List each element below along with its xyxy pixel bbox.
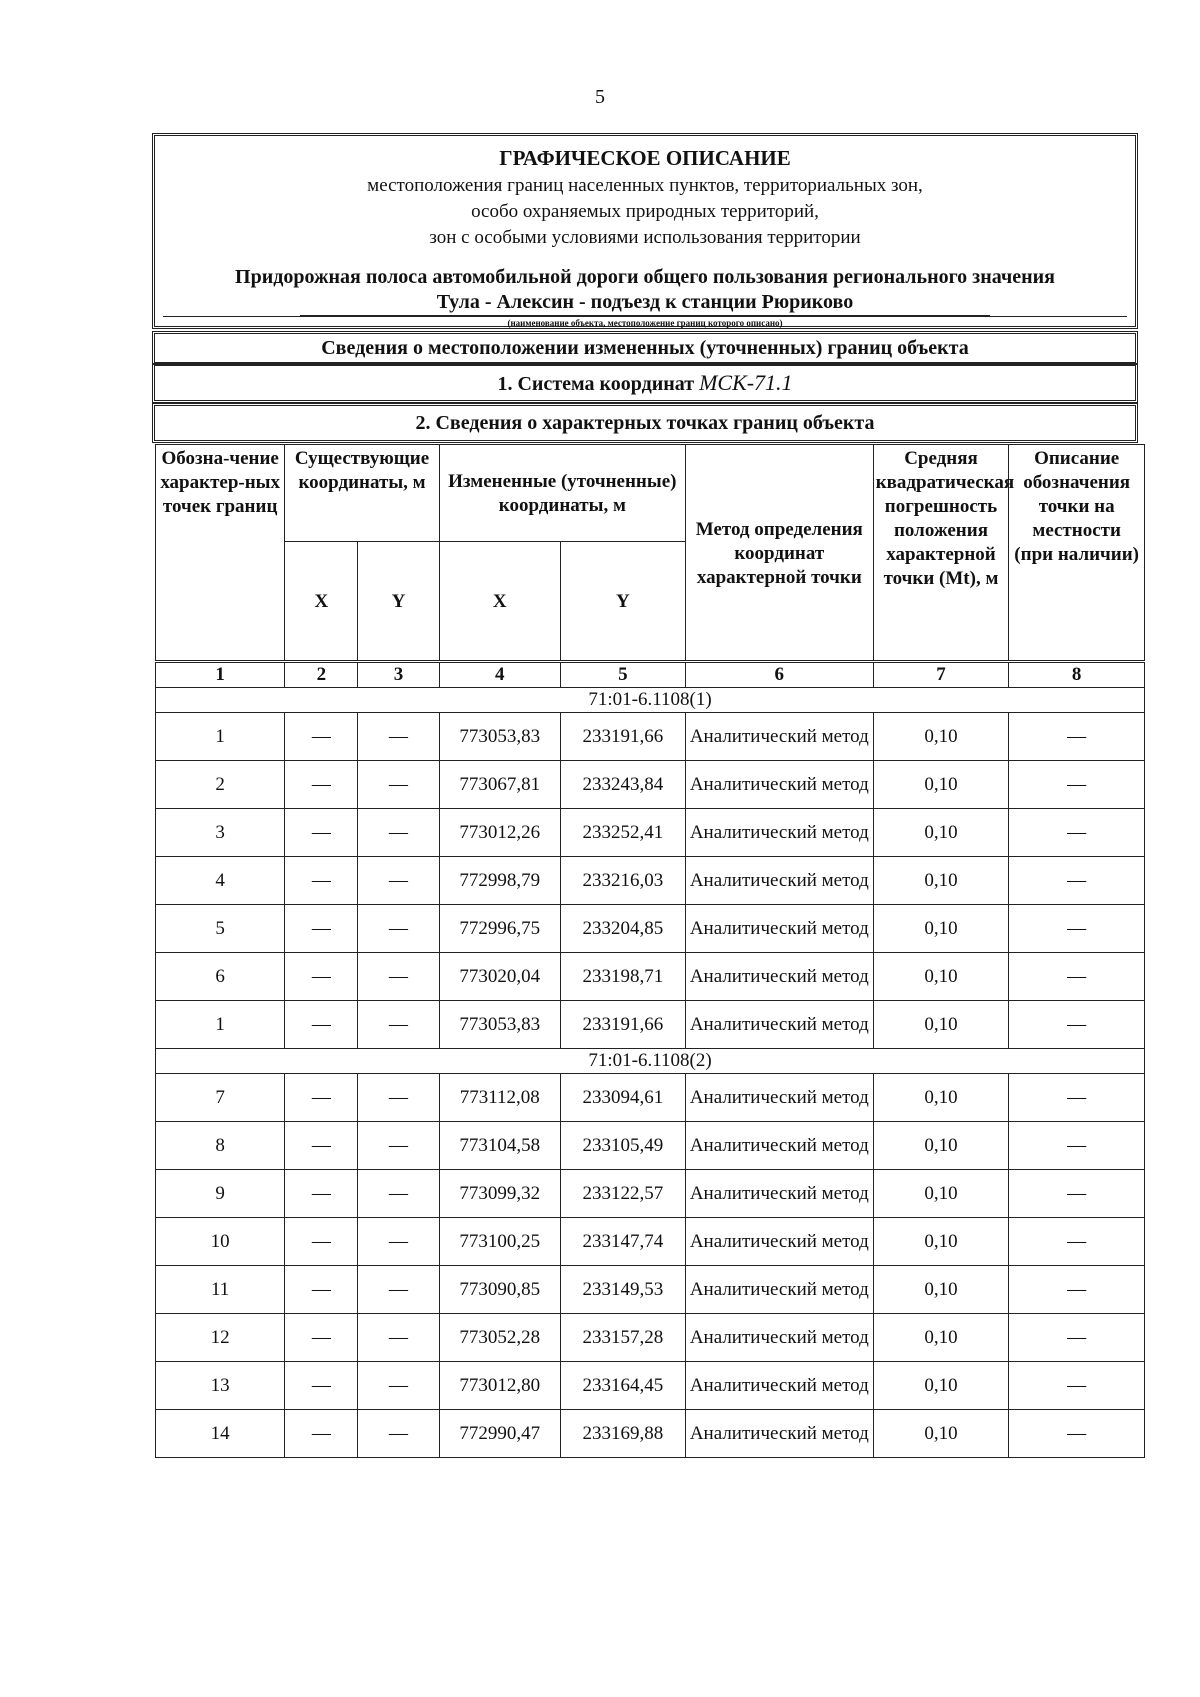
point-description-cell: — [1009,761,1145,809]
mean-error-cell: 0,10 [873,713,1009,761]
object-name-line: Тула - Алексин - подъезд к станции Рюриково [300,290,990,316]
updated-y-cell: 233204,85 [560,905,685,953]
header-description: Описание обозначения точки на местности (при наличии) [1009,445,1145,662]
existing-y-cell: — [358,761,439,809]
updated-x-cell: 773012,80 [439,1362,560,1410]
column-number: 6 [685,662,873,688]
column-number: 8 [1009,662,1145,688]
parcel-group-name: 71:01-6.1108(1) [156,688,1145,713]
existing-x-cell: — [285,1410,358,1458]
existing-x-cell: — [285,1170,358,1218]
method-cell: Аналитический метод [685,905,873,953]
table-row [156,1170,1145,1218]
updated-x-cell: 772998,79 [439,857,560,905]
header-updated-y: Y [560,542,685,662]
coordinate-system [152,363,1138,403]
mean-error-cell: 0,10 [873,1362,1009,1410]
table-row [156,1001,1145,1049]
point-number-cell: 11 [156,1266,285,1314]
existing-x-cell: — [285,1122,358,1170]
parcel-group-row [156,688,1145,713]
updated-x-cell: 773067,81 [439,761,560,809]
existing-x-cell: — [285,905,358,953]
existing-y-cell: — [358,953,439,1001]
updated-x-cell: 773052,28 [439,1314,560,1362]
existing-y-cell: — [358,1074,439,1122]
existing-x-cell: — [285,953,358,1001]
point-number-cell: 12 [156,1314,285,1362]
method-cell: Аналитический метод [685,1362,873,1410]
table-row [156,905,1145,953]
point-description-cell: — [1009,809,1145,857]
mean-error-cell: 0,10 [873,809,1009,857]
mean-error-cell: 0,10 [873,761,1009,809]
mean-error-cell: 0,10 [873,1122,1009,1170]
mean-error-cell: 0,10 [873,953,1009,1001]
updated-y-cell: 233216,03 [560,857,685,905]
updated-y-cell: 233094,61 [560,1074,685,1122]
method-cell: Аналитический метод [685,1218,873,1266]
point-description-cell: — [1009,713,1145,761]
existing-y-cell: — [358,713,439,761]
updated-x-cell: 772996,75 [439,905,560,953]
updated-y-cell: 233157,28 [560,1314,685,1362]
point-number-cell: 4 [156,857,285,905]
existing-x-cell: — [285,809,358,857]
page-number: 5 [595,86,605,108]
mean-error-cell: 0,10 [873,1314,1009,1362]
coordinate-system-label: 1. Система координат [497,373,695,395]
point-number-cell: 1 [156,713,285,761]
existing-x-cell: — [285,857,358,905]
points-table [155,444,1145,1458]
existing-y-cell: — [358,1122,439,1170]
existing-y-cell: — [358,1314,439,1362]
point-description-cell: — [1009,953,1145,1001]
existing-x-cell: — [285,1266,358,1314]
updated-x-cell: 773104,58 [439,1122,560,1170]
point-description-cell: — [1009,1170,1145,1218]
points-table-body [156,688,1145,1458]
point-number-cell: 3 [156,809,285,857]
existing-y-cell: — [358,905,439,953]
header-existing-coordinates: Существующие координаты, м [285,445,439,542]
method-cell: Аналитический метод [685,953,873,1001]
method-cell: Аналитический метод [685,857,873,905]
object-name-line: Придорожная полоса автомобильной дороги общего пользования регионального значения [235,266,1055,288]
updated-x-cell: 772990,47 [439,1410,560,1458]
table-row [156,1410,1145,1458]
mean-error-cell: 0,10 [873,1074,1009,1122]
method-cell: Аналитический метод [685,1122,873,1170]
existing-y-cell: — [358,1266,439,1314]
method-cell: Аналитический метод [685,1074,873,1122]
updated-y-cell: 233191,66 [560,713,685,761]
method-cell: Аналитический метод [685,1410,873,1458]
updated-x-cell: 773053,83 [439,1001,560,1049]
method-cell: Аналитический метод [685,1266,873,1314]
table-row [156,857,1145,905]
document-header [152,133,1138,329]
existing-x-cell: — [285,1362,358,1410]
point-number-cell: 8 [156,1122,285,1170]
method-cell: Аналитический метод [685,761,873,809]
mean-error-cell: 0,10 [873,1266,1009,1314]
point-number-cell: 1 [156,1001,285,1049]
updated-y-cell: 233105,49 [560,1122,685,1170]
updated-x-cell: 773090,85 [439,1266,560,1314]
table-row [156,1362,1145,1410]
point-description-cell: — [1009,1314,1145,1362]
updated-y-cell: 233122,57 [560,1170,685,1218]
point-description-cell: — [1009,1362,1145,1410]
updated-y-cell: 233191,66 [560,1001,685,1049]
point-description-cell: — [1009,905,1145,953]
existing-x-cell: — [285,713,358,761]
description-line: местоположения границ населенных пунктов, территориальных зон, [367,175,923,196]
updated-x-cell: 773012,26 [439,809,560,857]
point-number-cell: 6 [156,953,285,1001]
header-updated-coordinates: Измененные (уточненные) координаты, м [439,445,685,542]
column-number: 2 [285,662,358,688]
mean-error-cell: 0,10 [873,1410,1009,1458]
table-row [156,761,1145,809]
description-line: особо охраняемых природных территорий, [471,201,819,222]
updated-x-cell: 773112,08 [439,1074,560,1122]
point-number-cell: 2 [156,761,285,809]
column-number: 1 [156,662,285,688]
existing-x-cell: — [285,1001,358,1049]
point-description-cell: — [1009,1266,1145,1314]
updated-y-cell: 233198,71 [560,953,685,1001]
method-cell: Аналитический метод [685,1001,873,1049]
point-number-cell: 14 [156,1410,285,1458]
table-row [156,1218,1145,1266]
document-title: ГРАФИЧЕСКОЕ ОПИСАНИЕ [499,146,791,170]
mean-error-cell: 0,10 [873,1170,1009,1218]
updated-x-cell: 773053,83 [439,713,560,761]
mean-error-cell: 0,10 [873,1218,1009,1266]
header-method: Метод определения координат характерной точки [685,445,873,662]
point-description-cell: — [1009,1074,1145,1122]
header-updated-x: X [439,542,560,662]
description-line: зон с особыми условиями использования территории [429,227,861,248]
header-mean-error: Средняя квадратическая погрешность положения характерной точки (Mt), м [873,445,1009,662]
updated-y-cell: 233169,88 [560,1410,685,1458]
coordinate-system-value: МСК-71.1 [699,370,793,395]
table-row [156,1266,1145,1314]
point-number-cell: 5 [156,905,285,953]
mean-error-cell: 0,10 [873,905,1009,953]
table-row [156,1314,1145,1362]
table-row [156,809,1145,857]
method-cell: Аналитический метод [685,1314,873,1362]
header-point-designation: Обозна-чение характер-ных точек границ [156,445,285,662]
existing-x-cell: — [285,1314,358,1362]
point-number-cell: 13 [156,1362,285,1410]
method-cell: Аналитический метод [685,809,873,857]
point-description-cell: — [1009,1122,1145,1170]
updated-y-cell: 233243,84 [560,761,685,809]
column-number: 5 [560,662,685,688]
existing-y-cell: — [358,1001,439,1049]
parcel-group-name: 71:01-6.1108(2) [156,1049,1145,1074]
column-number: 3 [358,662,439,688]
existing-y-cell: — [358,1410,439,1458]
point-description-cell: — [1009,1218,1145,1266]
updated-x-cell: 773100,25 [439,1218,560,1266]
column-number: 4 [439,662,560,688]
parcel-group-row [156,1049,1145,1074]
point-number-cell: 10 [156,1218,285,1266]
updated-y-cell: 233147,74 [560,1218,685,1266]
mean-error-cell: 0,10 [873,1001,1009,1049]
table-row [156,1074,1145,1122]
column-number: 7 [873,662,1009,688]
updated-y-cell: 233149,53 [560,1266,685,1314]
existing-y-cell: — [358,1362,439,1410]
points-section-title: 2. Сведения о характерных точках границ объекта [152,403,1138,443]
updated-x-cell: 773020,04 [439,953,560,1001]
point-number-cell: 9 [156,1170,285,1218]
header-existing-y: Y [358,542,439,662]
existing-y-cell: — [358,809,439,857]
point-description-cell: — [1009,857,1145,905]
updated-y-cell: 233164,45 [560,1362,685,1410]
method-cell: Аналитический метод [685,713,873,761]
header-existing-x: X [285,542,358,662]
table-row [156,953,1145,1001]
point-description-cell: — [1009,1410,1145,1458]
point-number-cell: 7 [156,1074,285,1122]
section-title: Сведения о местоположении измененных (уточненных) границ объекта [152,331,1138,365]
table-row [156,1122,1145,1170]
object-caption: (наименование объекта, местоположение границ которого описано) [163,316,1127,328]
object-name [155,265,1135,316]
existing-x-cell: — [285,1218,358,1266]
table-row [156,713,1145,761]
mean-error-cell: 0,10 [873,857,1009,905]
existing-x-cell: — [285,1074,358,1122]
document-description [155,173,1135,251]
existing-y-cell: — [358,1170,439,1218]
method-cell: Аналитический метод [685,1170,873,1218]
existing-y-cell: — [358,1218,439,1266]
updated-x-cell: 773099,32 [439,1170,560,1218]
existing-x-cell: — [285,761,358,809]
point-description-cell: — [1009,1001,1145,1049]
existing-y-cell: — [358,857,439,905]
updated-y-cell: 233252,41 [560,809,685,857]
